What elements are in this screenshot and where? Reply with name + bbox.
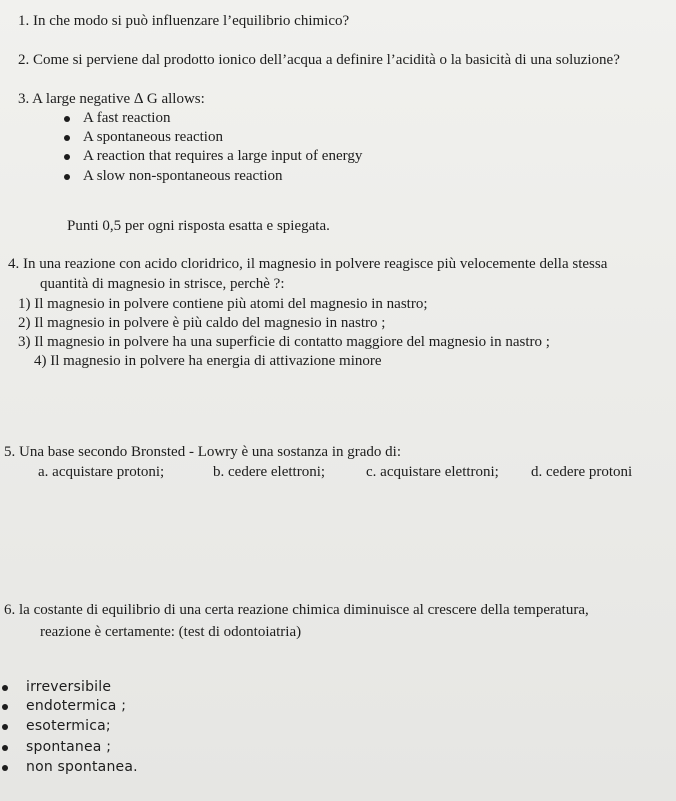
question-6-line-2: reazione è certamente: (test di odontoiatria) (40, 624, 302, 640)
bullet-icon (2, 745, 8, 751)
question-4-line-2: quantità di magnesio in strisce, perchè ?: (40, 276, 285, 292)
bullet-icon (2, 704, 8, 710)
question-5: 5. Una base secondo Bronsted - Lowry è una sostanza in grado di: (4, 444, 401, 460)
bullet-icon (2, 765, 8, 771)
q3-option-4: A slow non-spontaneous reaction (83, 168, 283, 184)
question-3: 3. A large negative ∆ G allows: (18, 91, 205, 107)
q3-option-3: A reaction that requires a large input of energy (83, 148, 363, 164)
bullet-icon (64, 116, 70, 122)
q6-option-4: spontanea ; (26, 739, 112, 755)
q5-option-a: a. acquistare protoni; (38, 464, 165, 480)
bullet-icon (2, 685, 8, 691)
q5-option-b: b. cedere elettroni; (213, 464, 326, 480)
bullet-icon (64, 154, 70, 160)
q4-option-3: 3) Il magnesio in polvere ha una superficie di contatto maggiore del magnesio in nastro ; (18, 334, 550, 350)
q5-option-d: d. cedere protoni (531, 464, 633, 480)
q6-option-2: endotermica ; (26, 698, 127, 714)
q6-option-3: esotermica; (26, 718, 111, 734)
q3-option-2: A spontaneous reaction (83, 129, 223, 145)
bullet-icon (64, 174, 70, 180)
question-2: 2. Come si perviene dal prodotto ionico dell’acqua a definire l’acidità o la basicità di una soluzione? (18, 52, 620, 68)
q6-option-5: non spontanea. (26, 759, 138, 775)
question-1: 1. In che modo si può influenzare l’equilibrio chimico? (18, 13, 350, 29)
q4-option-2: 2) Il magnesio in polvere è più caldo del magnesio in nastro ; (18, 315, 386, 331)
q5-option-c: c. acquistare elettroni; (366, 464, 499, 480)
question-4-line-1: 4. In una reazione con acido cloridrico, il magnesio in polvere reagisce più velocemente della stessa (8, 256, 608, 272)
q6-option-1: irreversibile (26, 679, 112, 695)
q4-option-4: 4) Il magnesio in polvere ha energia di attivazione minore (34, 353, 382, 369)
q3-option-1: A fast reaction (83, 110, 171, 126)
question-6-line-1: 6. la costante di equilibrio di una certa reazione chimica diminuisce al crescere della temperatura, (4, 602, 589, 618)
bullet-icon (2, 724, 8, 730)
bullet-icon (64, 135, 70, 141)
q4-option-1: 1) Il magnesio in polvere contiene più atomi del magnesio in nastro; (18, 296, 428, 312)
score-note: Punti 0,5 per ogni risposta esatta e spiegata. (67, 218, 330, 234)
